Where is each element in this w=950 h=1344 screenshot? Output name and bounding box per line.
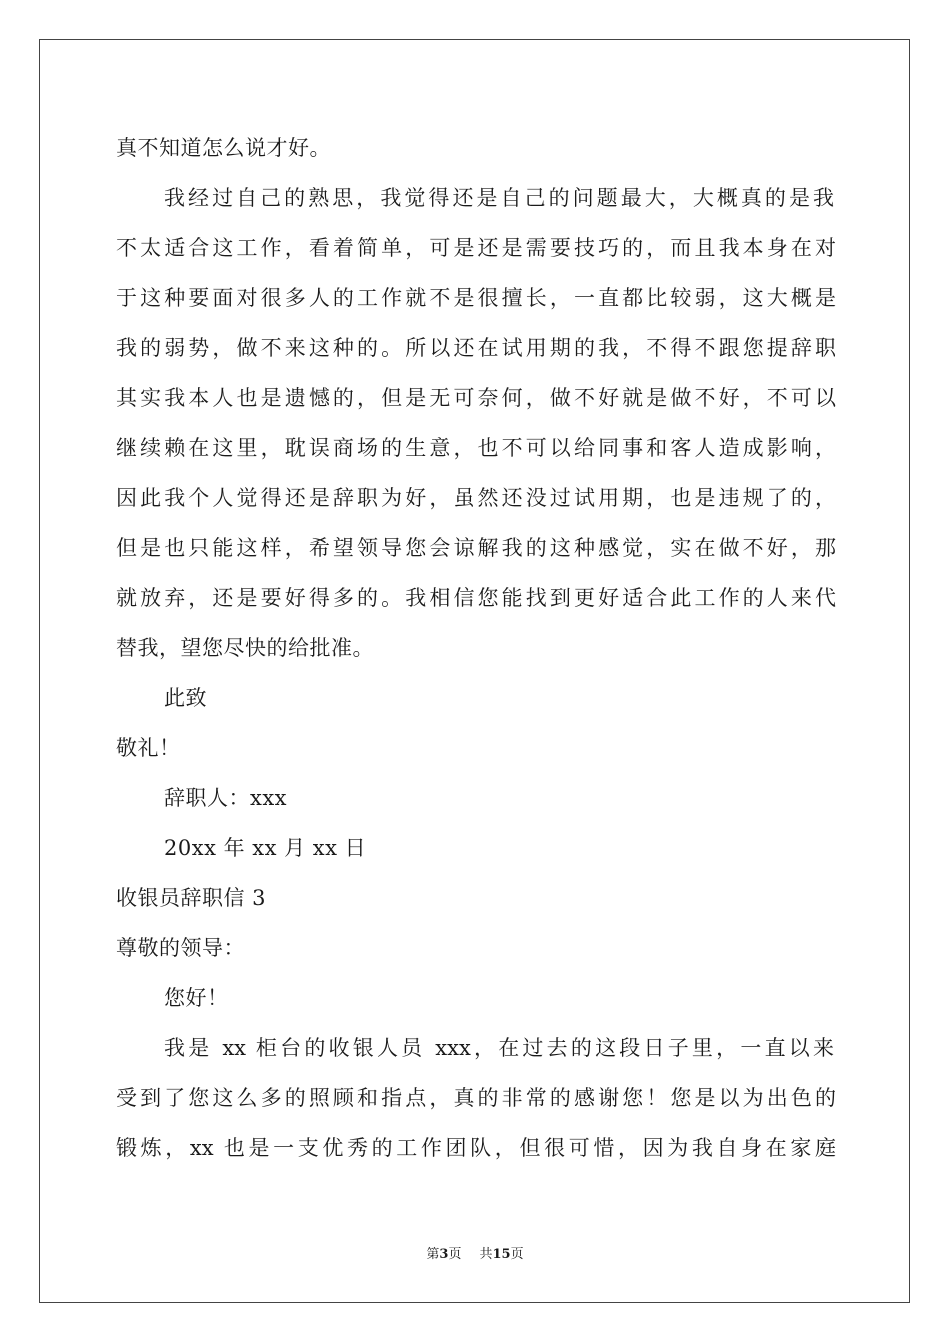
paragraph-line: 受到了您这么多的照顾和指点，真的非常的感谢您！您是以为出色的	[116, 1086, 836, 1110]
total-pages: 15	[492, 1247, 511, 1262]
paragraph-line: 但是也只能这样，希望领导您会谅解我的这种感觉，实在做不好，那	[116, 536, 836, 560]
page-prefix: 第	[426, 1247, 440, 1262]
letter-greeting: 您好！	[164, 986, 229, 1010]
date-line: 20xx 年 xx 月 xx 日	[164, 836, 367, 860]
paragraph-line: 就放弃，还是要好得多的。我相信您能找到更好适合此工作的人来代	[116, 586, 836, 610]
page-number: 3	[439, 1247, 449, 1262]
paragraph-line: 继续赖在这里，耽误商场的生意，也不可以给同事和客人造成影响，	[116, 436, 836, 460]
paragraph-line: 真不知道怎么说才好。	[116, 136, 331, 160]
paragraph-line: 于这种要面对很多人的工作就不是很擅长，一直都比较弱，这大概是	[116, 286, 836, 310]
paragraph-line: 我的弱势，做不来这种的。所以还在试用期的我，不得不跟您提辞职	[116, 336, 836, 360]
paragraph-line: 替我，望您尽快的给批准。	[116, 636, 374, 660]
paragraph-line: 因此我个人觉得还是辞职为好，虽然还没过试用期，也是违规了的，	[116, 486, 836, 510]
paragraph-line: 锻炼，xx 也是一支优秀的工作团队，但很可惜，因为我自身在家庭	[116, 1136, 836, 1160]
paragraph-line: 其实我本人也是遗憾的，但是无可奈何，做不好就是做不好，不可以	[116, 386, 836, 410]
paragraph-line: 我是 xx 柜台的收银人员 xxx，在过去的这段日子里，一直以来	[164, 1036, 834, 1060]
page-suffix: 页	[448, 1247, 462, 1262]
paragraph-line: 我经过自己的熟思，我觉得还是自己的问题最大，大概真的是我	[164, 186, 834, 210]
signature-line: 辞职人：xxx	[164, 786, 288, 810]
total-suffix: 页	[510, 1247, 524, 1262]
closing-regards: 敬礼！	[116, 736, 181, 760]
closing-salutation: 此致	[164, 686, 207, 710]
letter-recipient: 尊敬的领导：	[116, 936, 245, 960]
page-footer	[0, 1246, 950, 1264]
section-title: 收银员辞职信 3	[116, 886, 267, 910]
paragraph-line: 不太适合这工作，看着简单，可是还是需要技巧的，而且我本身在对	[116, 236, 836, 260]
total-prefix: 共	[479, 1247, 493, 1262]
page-border	[39, 39, 910, 1303]
